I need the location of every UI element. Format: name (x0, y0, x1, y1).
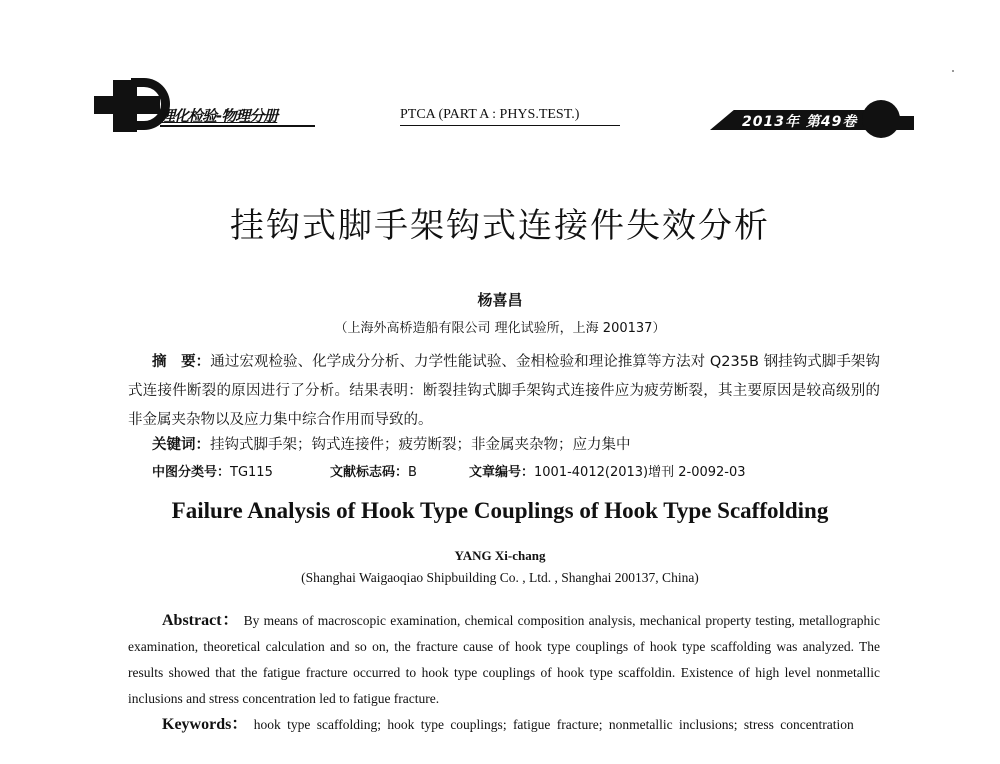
keywords-cn-label: 关键词： (152, 437, 210, 453)
article-number-field (469, 461, 746, 480)
article-title-cn: 挂钩式脚手架钩式连接件失效分析 (230, 206, 770, 246)
article-title-en: Failure Analysis of Hook Type Couplings of Hook Type Scaffolding (171, 498, 829, 523)
keywords-cn (152, 433, 631, 454)
classification-row (152, 461, 746, 480)
article-number-value: 1001-4012(2013)增刊 2-0092-03 (534, 465, 746, 480)
affiliation-en: (Shanghai Waigaoqiao Shipbuilding Co. , Ltd. , Shanghai 200137, China) (301, 570, 699, 585)
abstract-en-label: Abstract： (162, 612, 240, 629)
doc-code-value: B (408, 465, 417, 480)
clc-field (152, 461, 330, 480)
year-volume: 2013年 第49卷 (742, 114, 858, 130)
clc-value: TG115 (230, 465, 273, 480)
abstract-cn-text: 通过宏观检验、化学成分分析、力学性能试验、金相检验和理论推算等方法对 Q235B 钢挂钩式脚手架钩式连接件断裂的原因进行了分析。结果表明：断裂挂钩式脚手架钩式连接件应为疲劳断裂，其主要原因是较高级别的非金属夹杂物以及应力集中综合作用而导致的。 (128, 354, 880, 428)
doc-code-label: 文献标志码： (330, 465, 409, 480)
abstract-cn (128, 348, 880, 435)
keywords-en-text: hook type scaffolding; hook type couplings; fatigue fracture; nonmetallic inclusions; stress concentration (253, 717, 854, 732)
header-rule-left (160, 125, 315, 127)
clc-label: 中图分类号： (152, 465, 231, 480)
doc-code-field (330, 461, 469, 480)
keywords-en-label: Keywords： (162, 716, 248, 733)
article-number-label: 文章编号： (469, 465, 535, 480)
scan-speck (952, 70, 954, 72)
author-en: YANG Xi-chang (454, 548, 546, 563)
header-end-block (892, 116, 914, 130)
abstract-en-text: By means of macroscopic examination, chemical composition analysis, mechanical property testing, metallographic examination, theoretical calculation and so on, the fracture cause of hook type couplings of hook type scaffolding was analyzed. The results showed that the fatigue fracture occurred to hook type couplings of hook type scaffoldin. Existence of high level nonmetallic inclusions and stress concentration led to fatigue fracture. (128, 613, 881, 706)
header-rule-middle (400, 125, 620, 126)
keywords-cn-text: 挂钩式脚手架；钩式连接件；疲劳断裂；非金属夹杂物；应力集中 (210, 437, 631, 453)
abstract-en (128, 608, 880, 712)
abstract-cn-label: 摘 要： (152, 354, 211, 370)
affiliation-cn: （上海外高桥造船有限公司 理化试验所，上海 200137） (334, 321, 666, 336)
keywords-en (128, 712, 880, 738)
author-cn: 杨喜昌 (477, 291, 523, 309)
journal-name-en: PTCA (PART A : PHYS.TEST.) (400, 107, 580, 122)
journal-name-cn: 理化检验-物理分册 (160, 107, 278, 125)
